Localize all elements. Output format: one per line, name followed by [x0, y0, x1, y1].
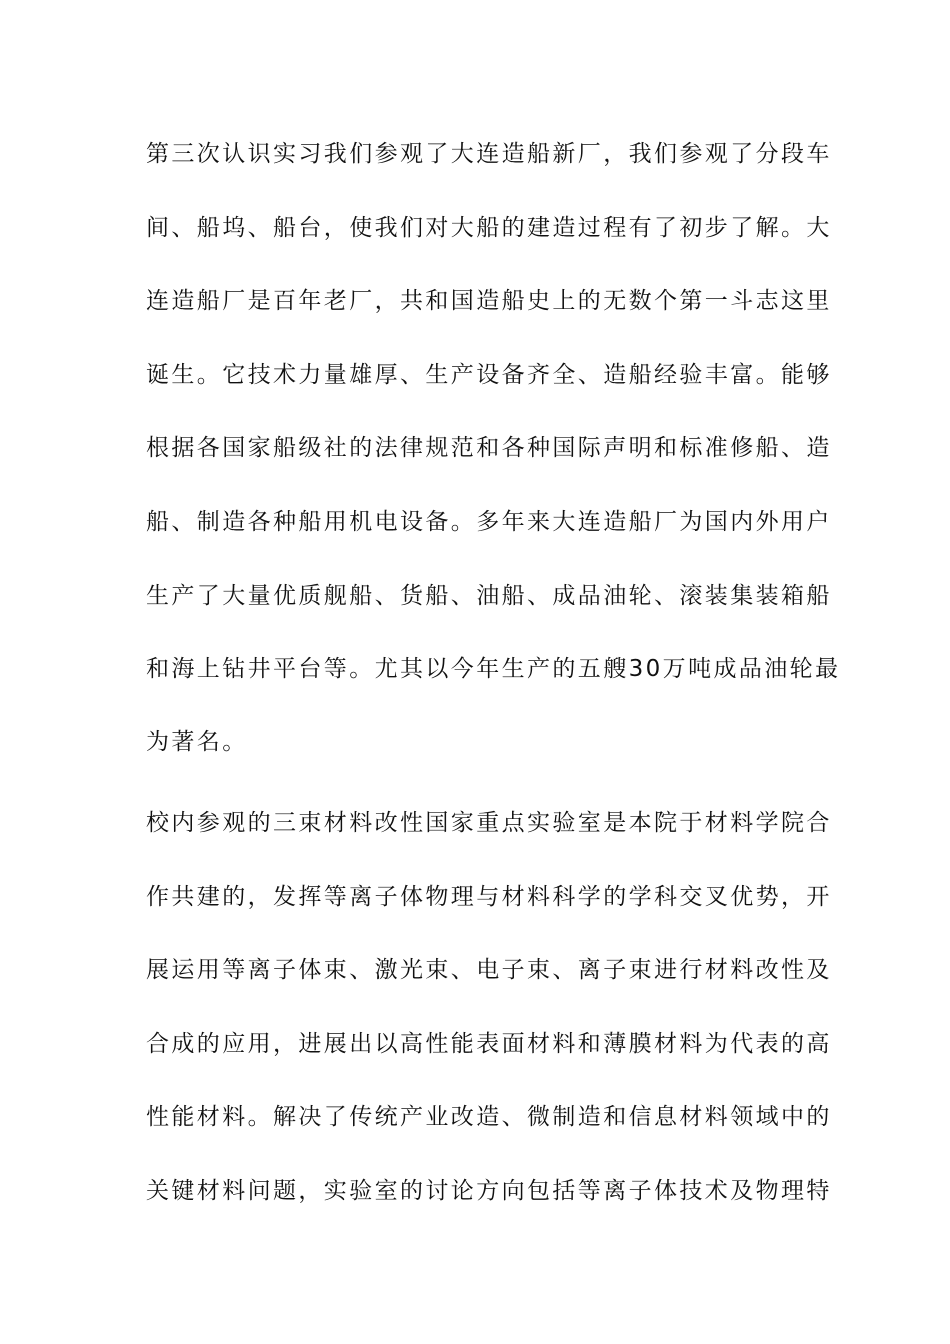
text-line: 和海上钻井平台等。尤其以今年生产的五艘30万吨成品油轮最	[146, 656, 841, 682]
text-line: 合成的应用，进展出以高性能表面材料和薄膜材料为代表的高	[146, 1031, 832, 1057]
text-line: 间、船坞、船台，使我们对大船的建造过程有了初步了解。大	[146, 215, 832, 241]
text-line: 船、制造各种船用机电设备。多年来大连造船厂为国内外用户	[146, 509, 832, 535]
text-line: 展运用等离子体束、激光束、电子束、离子束进行材料改性及	[146, 957, 832, 983]
text-line: 诞生。它技术力量雄厚、生产设备齐全、造船经验丰富。能够	[146, 362, 832, 388]
text-line: 连造船厂是百年老厂，共和国造船史上的无数个第一斗志这里	[146, 288, 832, 314]
text-line: 关键材料问题，实验室的讨论方向包括等离子体技术及物理特	[146, 1178, 832, 1204]
text-line: 根据各国家船级社的法律规范和各种国际声明和标准修船、造	[146, 435, 832, 461]
text-line: 生产了大量优质舰船、货船、油船、成品油轮、滚装集装箱船	[146, 583, 832, 609]
text-line: 为著名。	[146, 729, 248, 755]
text-line: 作共建的，发挥等离子体物理与材料科学的学科交叉优势，开	[146, 884, 832, 910]
text-line: 性能材料。解决了传统产业改造、微制造和信息材料领域中的	[146, 1104, 832, 1130]
text-line: 校内参观的三束材料改性国家重点实验室是本院于材料学院合	[146, 810, 832, 836]
text-line: 第三次认识实习我们参观了大连造船新厂，我们参观了分段车	[146, 141, 832, 167]
